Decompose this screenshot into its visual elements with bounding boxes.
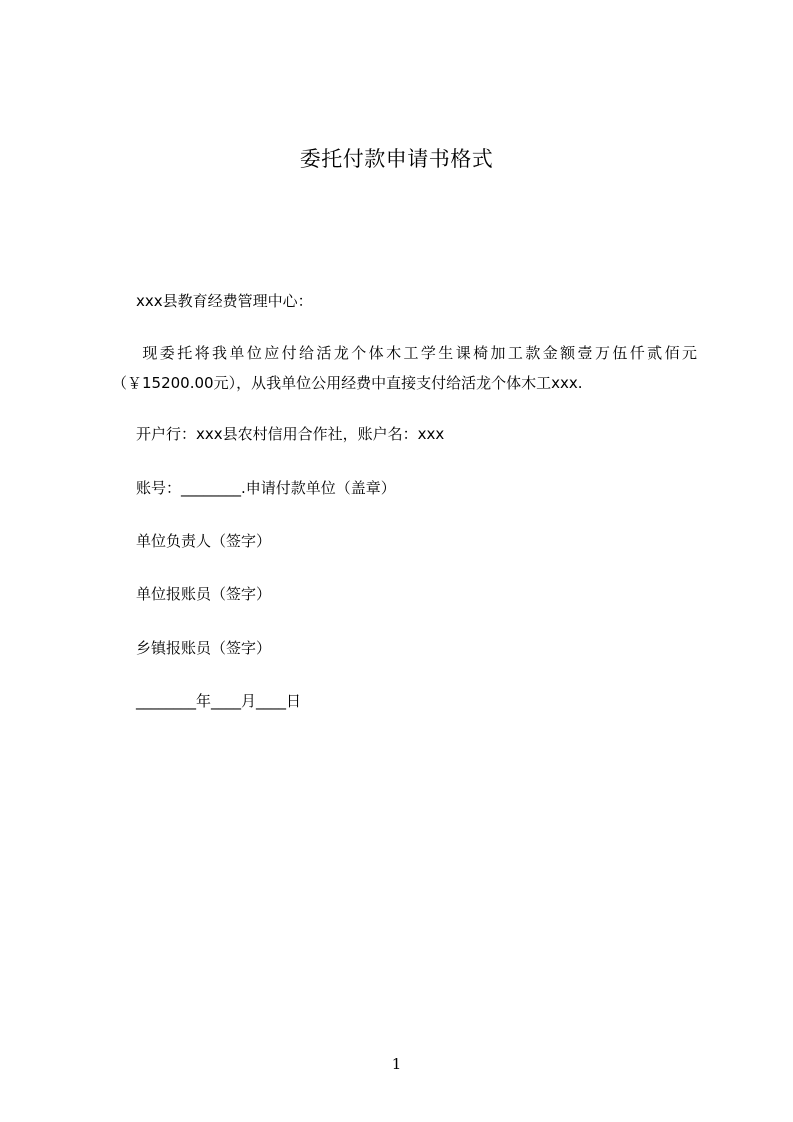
body-paragraph xyxy=(112,338,697,398)
addressee: xxx县教育经费管理中心： xyxy=(136,292,313,310)
bank-info-line: 开户行：xxx县农村信用合作社，账户名：xxx xyxy=(136,425,445,443)
signature-line-township-accountant: 乡镇报账员（签字） xyxy=(136,639,272,657)
date-line: ________年____月____日 xyxy=(136,692,302,710)
account-line: 账号：________.申请付款单位（盖章） xyxy=(136,479,396,497)
signature-line-unit-head: 单位负责人（签字） xyxy=(136,532,272,550)
document-title: 委托付款申请书格式 xyxy=(299,147,494,171)
signature-line-unit-accountant: 单位报账员（签字） xyxy=(136,585,272,603)
body-paragraph-text: 现委托将我单位应付给活龙个体木工学生课椅加工款金额壹万伍仟贰佰元（￥15200.00元），从我单位公用经费中直接支付给活龙个体木工xxx. xyxy=(112,344,697,392)
page-number: 1 xyxy=(391,1055,402,1073)
